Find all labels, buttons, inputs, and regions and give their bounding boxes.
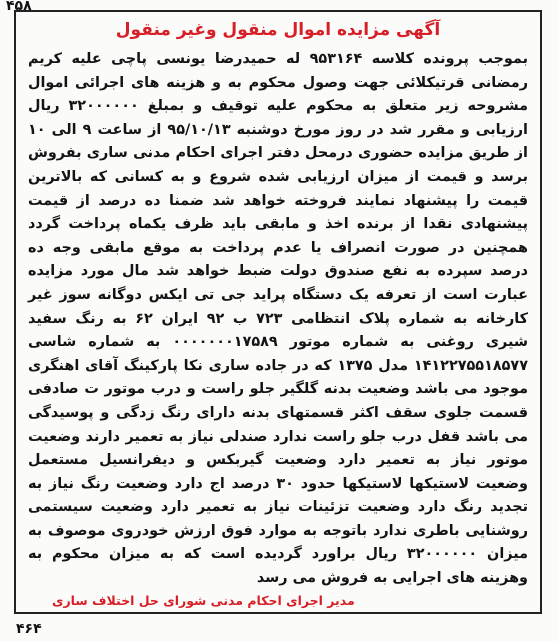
notice-signature: مدیر اجرای احکام مدنی شورای حل اختلاف ساری [52, 592, 355, 608]
ad-number-top: ۴۵۸ [6, 0, 32, 14]
notice-title: آگهی مزایده اموال منقول وغیر منقول [115, 20, 441, 40]
notice-frame [14, 10, 542, 614]
notice-body: بموجب پرونده کلاسه ۹۵۳۱۶۴ له حمیدرضا یونسی پاچی علیه کریم رمضانی قرتیکلائی جهت وصول محکوم به و هزینه های اجرائی اموال مشروحه زیر متعلق به محکوم علیه توقیف و بمبلغ ۳۲۰۰۰۰۰۰ ریال ارزیابی و مقرر شد در روز مورخ دوشنبه ۹۵/۱۰/۱۳ از ساعت ۹ الی ۱۰ از طریق مزایده حضوری درمحل دفتر اجرای احکام مدنی ساری بفروش برسد و قیمت از میزان ارزیابی شده شروع و به کسانی که بالاترین قیمت را پیشنهاد نمایند فروخته خواهد شد ضمنا ده درصد از قیمت پیشنهادی نقدا از برنده اخذ و مابقی باید ظرف یکماه پرداخت گردد همچنین در صورت انصراف یا عدم پرداخت به موقع مابقی وجه ده درصد سپرده به نفع صندوق دولت ضبط خواهد شد مال مورد مزایده عبارت است از تعرفه یک دستگاه پراید جی تی ایکس دوگانه سوز غیر کارخانه به شماره پلاک انتظامی ۷۲۳ ب ۹۲ ایران ۶۲ به رنگ سفید شیری روغنی به شماره موتور ۰۰۰۰۰۰۰۱۷۵۸۹ به شماره شاسی ۱۴۱۲۲۷۵۵۱۸۵۷۷ مدل ۱۳۷۵ که در جاده ساری نکا پارکینگ آقای اهنگری موجود می باشد وضعیت بدنه گلگیر جلو راست و درب موتور ت صادفی قسمت جلوی سقف اکثر قسمتهای بدنه دارای رنگ زدگی و پوسیدگی می باشد قفل درب جلو راست ندارد صندلی نیاز به تعمیر دارند وضعیت موتور نیاز به تعمیر دارد وضعیت گیربکس و دیفرانسیل مستعمل وضعیت لاستیکها لاستیکها حدود ۳۰ درصد اج دارد وضعیت رنگ نیاز به تجدید رنگ دارد وضعیت تزئینات نیاز به تعمیر دارد وضعیت سیستمی روشنایی باطری ندارد باتوجه به موارد فوق ارزش خودروی موصوف به میزان ۳۲۰۰۰۰۰۰ ریال براورد گردیده است که به میزان محکوم به وهزینه های اجرایی به فروش می رسد [28, 51, 529, 587]
ad-number-bottom: ۴۶۴ [16, 621, 42, 637]
